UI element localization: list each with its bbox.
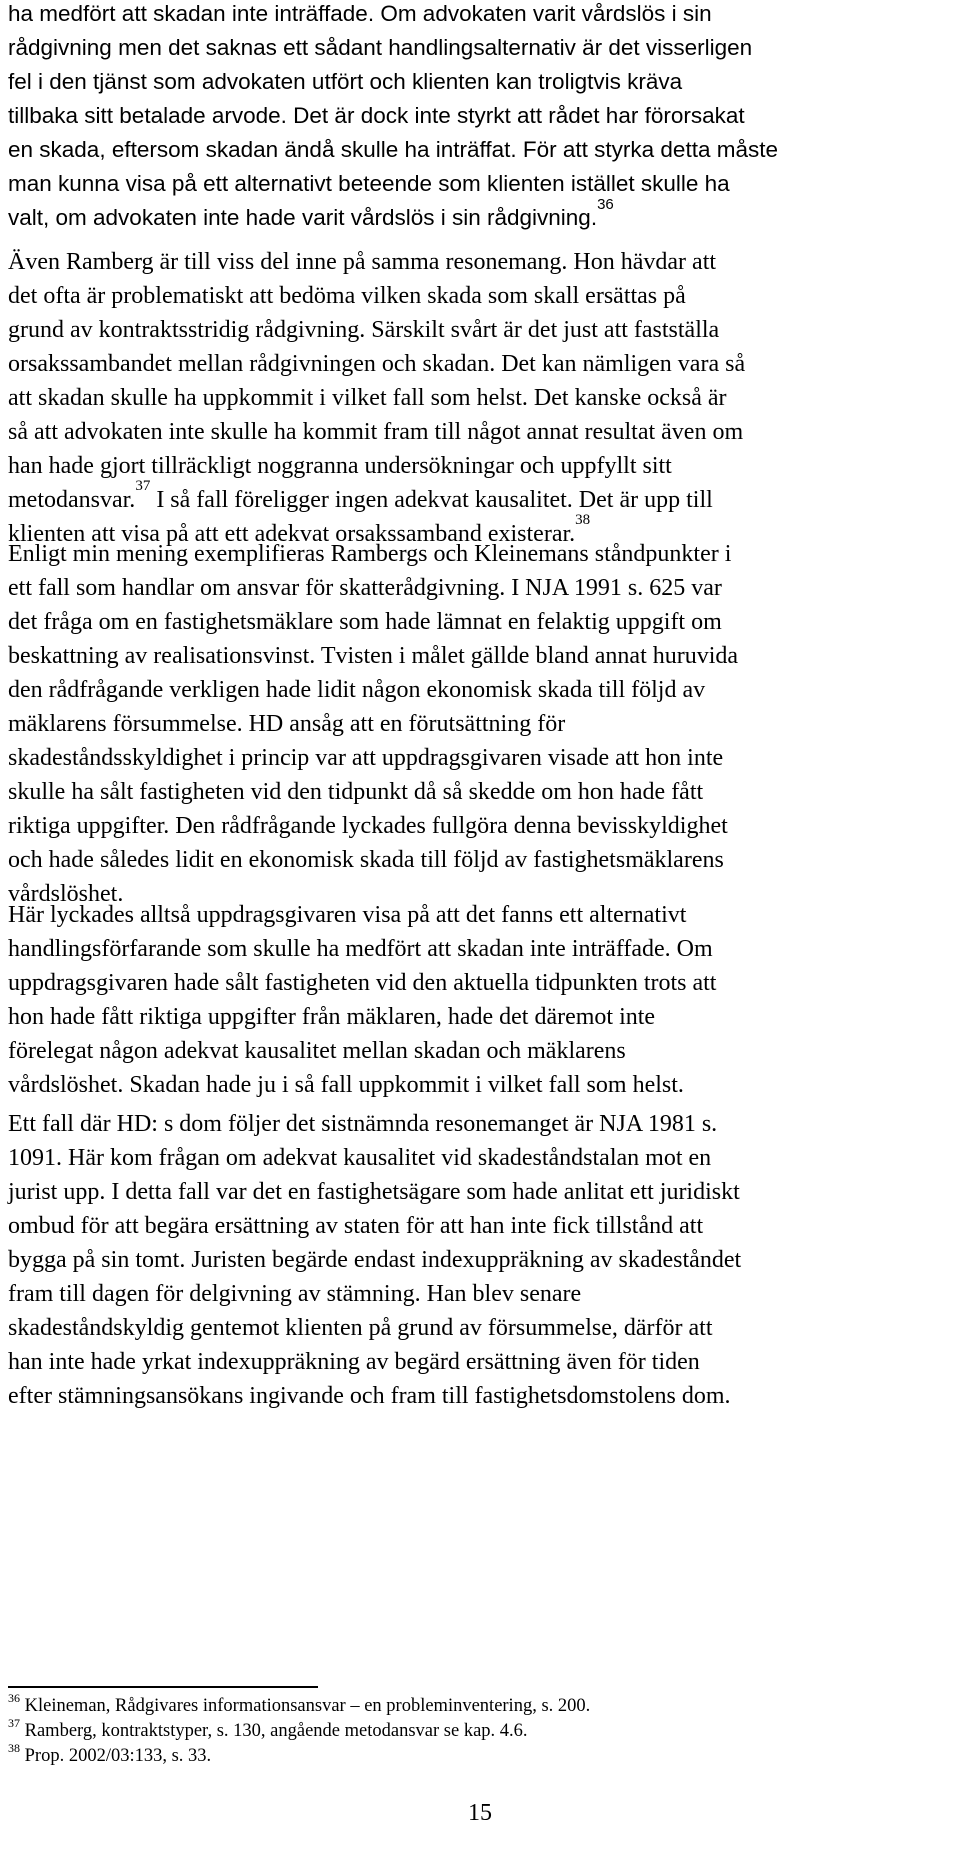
paragraph-3 [8, 537, 952, 911]
text-line: riktiga uppgifter. Den rådfrågande lyckades fullgöra denna bevisskyldighet [8, 813, 728, 839]
footnote-ref-36: 36 [597, 196, 614, 213]
text-line: uppdragsgivaren hade sålt fastigheten vid den aktuella tidpunkten trots att [8, 970, 717, 996]
text-line: orsakssambandet mellan rådgivningen och skadan. Det kan nämligen vara så [8, 351, 746, 377]
text-line: skadeståndsskyldighet i princip var att uppdragsgivaren visade att hon inte [8, 745, 724, 771]
text-line: 1091. Här kom frågan om adekvat kausalitet vid skadeståndstalan mot en [8, 1145, 712, 1171]
text-line: ombud för att begära ersättning av staten för att han inte fick tillstånd att [8, 1213, 704, 1239]
text-line: man kunna visa på ett alternativt beteende som klienten istället skulle ha [8, 171, 730, 196]
text-line: och hade således lidit en ekonomisk skada till följd av fastighetsmäklarens [8, 847, 724, 873]
text-line: grund av kontraktsstridig rådgivning. Särskilt svårt är det just att fastställa [8, 317, 720, 343]
text-line: ha medfört att skadan inte inträffade. Om advokaten varit vårdslös i sin [8, 1, 712, 26]
text-line: Enligt min mening exemplifieras Rambergs och Kleinemans ståndpunkter i [8, 541, 732, 567]
text-line: skadeståndskyldig gentemot klienten på grund av försummelse, därför att [8, 1315, 713, 1341]
footnotes [8, 1691, 952, 1769]
page-number: 15 [468, 1800, 492, 1826]
footnote-ref-38: 38 [575, 512, 591, 528]
text-run: klienten att visa på att ett adekvat orsakssamband existerar. [8, 521, 576, 547]
text-line: ett fall som handlar om ansvar för skatterådgivning. I NJA 1991 s. 625 var [8, 575, 722, 601]
text-line: förelegat någon adekvat kausalitet mellan skadan och mäklarens [8, 1038, 626, 1064]
text-line: han hade gjort tillräckligt noggranna undersökningar och uppfyllt sitt [8, 453, 672, 479]
footnote-36 [8, 1691, 952, 1719]
text-line: det fråga om en fastighetsmäklare som hade lämnat en felaktig uppgift om [8, 609, 722, 635]
text-line: så att advokaten inte skulle ha kommit fram till något annat resultat även om [8, 419, 744, 445]
text-run: valt, om advokaten inte hade varit vårdslös i sin rådgivning. [8, 205, 598, 230]
text-line: vårdslöshet. [8, 881, 124, 907]
text-line: rådgivning men det saknas ett sådant handlingsalternativ är det visserligen [8, 35, 753, 60]
footnote-text: Ramberg, kontraktstyper, s. 130, angående metodansvar se kap. 4.6. [20, 1721, 528, 1741]
footnote-number: 38 [8, 1741, 20, 1755]
text-line: fram till dagen för delgivning av stämning. Han blev senare [8, 1281, 582, 1307]
text-line: Även Ramberg är till viss del inne på samma resonemang. Hon hävdar att [8, 249, 717, 275]
text-run: I så fall föreligger ingen adekvat kausalitet. Det är upp till [150, 487, 713, 513]
paragraph-2 [8, 245, 952, 551]
footnote-37 [8, 1716, 952, 1744]
text-line-with-footnote [8, 478, 952, 517]
text-line: beskattning av realisationsvinst. Tvisten i målet gällde bland annat huruvida [8, 643, 739, 669]
footnote-38 [8, 1741, 952, 1769]
text-line: hon hade fått riktiga uppgifter från mäklaren, hade det däremot inte [8, 1004, 656, 1030]
text-line: handlingsförfarande som skulle ha medfört att skadan inte inträffade. Om [8, 936, 713, 962]
footnote-separator [8, 1686, 318, 1688]
text-line: en skada, eftersom skadan ändå skulle ha inträffat. För att styrka detta måste [8, 137, 778, 162]
text-line: bygga på sin tomt. Juristen begärde endast indexuppräkning av skadeståndet [8, 1247, 742, 1273]
footnote-number: 36 [8, 1691, 20, 1705]
text-run: metodansvar. [8, 487, 136, 513]
text-line: Ett fall där HD: s dom följer det sistnämnda resonemanget är NJA 1981 s. [8, 1111, 718, 1137]
footnote-text: Kleineman, Rådgivares informationsansvar – en probleminventering, s. 200. [20, 1696, 591, 1716]
text-line: vårdslöshet. Skadan hade ju i så fall uppkommit i vilket fall som helst. [8, 1072, 684, 1098]
text-line: mäklarens försummelse. HD ansåg att en förutsättning för [8, 711, 566, 737]
text-line: fel i den tjänst som advokaten utfört och klienten kan troligtvis kräva [8, 69, 683, 94]
text-line: efter stämningsansökans ingivande och fram till fastighetsdomstolens dom. [8, 1383, 731, 1409]
text-line: han inte hade yrkat indexuppräkning av begärd ersättning även för tiden [8, 1349, 700, 1375]
paragraph-5 [8, 1107, 952, 1413]
text-line: skulle ha sålt fastigheten vid den tidpunkt då så skedde om hon hade fått [8, 779, 704, 805]
text-line: tillbaka sitt betalade arvode. Det är dock inte styrkt att rådet har förorsakat [8, 103, 745, 128]
footnote-ref-37: 37 [135, 478, 151, 494]
footnote-number: 37 [8, 1716, 20, 1730]
paragraph-1 [8, 0, 952, 235]
text-line: Här lyckades alltså uppdragsgivaren visa på att det fanns ett alternativt [8, 902, 687, 928]
footnote-text: Prop. 2002/03:133, s. 33. [20, 1746, 212, 1766]
text-line-with-footnote [8, 196, 952, 235]
text-line: det ofta är problematiskt att bedöma vilken skada som skall ersättas på [8, 283, 686, 309]
text-line: jurist upp. I detta fall var det en fastighetsägare som hade anlitat ett juridiskt [8, 1179, 740, 1205]
text-line: den rådfrågande verkligen hade lidit någon ekonomisk skada till följd av [8, 677, 706, 703]
paragraph-4 [8, 898, 952, 1102]
text-line: att skadan skulle ha uppkommit i vilket fall som helst. Det kanske också är [8, 385, 727, 411]
